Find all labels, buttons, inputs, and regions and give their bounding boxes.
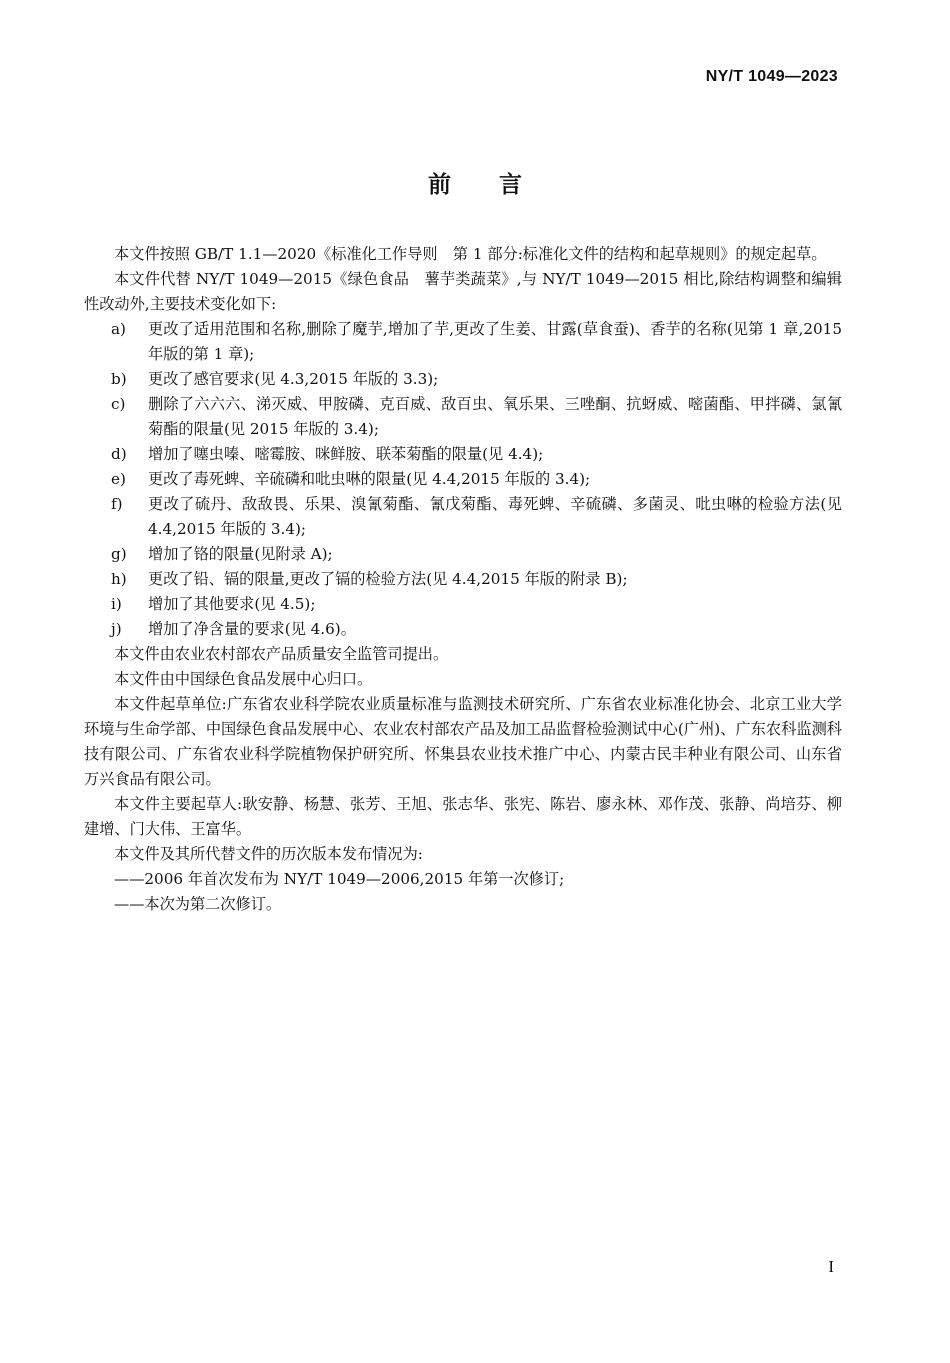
change-marker: j) [111, 620, 122, 638]
change-marker: c) [111, 395, 126, 413]
change-marker: i) [111, 595, 122, 613]
change-item [84, 317, 842, 367]
change-item [84, 617, 842, 642]
page-number: I [828, 1257, 834, 1276]
change-item [84, 467, 842, 492]
paragraph-centralized-by: 本文件由中国绿色食品发展中心归口。 [114, 670, 373, 688]
standard-number: NY/T 1049—2023 [705, 68, 838, 85]
change-marker: b) [111, 370, 127, 388]
change-text: 删除了六六六、涕灭威、甲胺磷、克百威、敌百虫、氧乐果、三唑酮、抗蚜威、嘧菌酯、甲拌磷、氯氰菊酯的限量(见 2015 年版的 3.4); [148, 395, 842, 438]
change-item [84, 542, 842, 567]
change-text: 增加了净含量的要求(见 4.6)。 [148, 620, 356, 638]
change-marker: d) [111, 445, 127, 463]
paragraph-history-intro: 本文件及其所代替文件的历次版本发布情况为: [114, 845, 423, 863]
paragraph-drafters: 本文件主要起草人:耿安静、杨慧、张芳、王旭、张志华、张宪、陈岩、廖永林、邓作茂、张静、尚培芬、柳建增、门大伟、王富华。 [84, 795, 842, 838]
change-text: 更改了毒死蜱、辛硫磷和吡虫啉的限量(见 4.4,2015 年版的 3.4); [148, 470, 591, 488]
change-item [84, 392, 842, 442]
page-title: 前言 [428, 172, 570, 198]
change-item [84, 442, 842, 467]
change-text: 增加了其他要求(见 4.5); [148, 595, 316, 613]
paragraph-proposed-by: 本文件由农业农村部农产品质量安全监管司提出。 [114, 645, 449, 663]
change-item [84, 367, 842, 392]
history-item: ——本次为第二次修订。 [114, 895, 282, 913]
change-marker: h) [111, 570, 127, 588]
change-text: 更改了适用范围和名称,删除了魔芋,增加了芋,更改了生姜、甘露(草食蚕)、香芋的名称(见第 1 章,2015 年版的第 1 章); [148, 320, 842, 363]
change-text: 增加了噻虫嗪、嘧霉胺、咪鲜胺、联苯菊酯的限量(见 4.4); [148, 445, 544, 463]
change-marker: g) [111, 545, 127, 563]
history-item: ——2006 年首次发布为 NY/T 1049—2006,2015 年第一次修订; [114, 870, 565, 888]
change-marker: f) [111, 495, 123, 513]
change-text: 更改了硫丹、敌敌畏、乐果、溴氰菊酯、氰戊菊酯、毒死蜱、辛硫磷、多菌灵、吡虫啉的检验方法(见 4.4,2015 年版的 3.4); [148, 495, 842, 538]
change-item [84, 492, 842, 542]
change-item [84, 592, 842, 617]
change-marker: a) [111, 320, 126, 338]
change-text: 更改了铅、镉的限量,更改了镉的检验方法(见 4.4,2015 年版的附录 B); [148, 570, 628, 588]
change-text: 增加了铬的限量(见附录 A); [148, 545, 333, 563]
paragraph-replacement: 本文件代替 NY/T 1049—2015《绿色食品 薯芋类蔬菜》,与 NY/T 1049—2015 相比,除结构调整和编辑性改动外,主要技术变化如下: [84, 270, 842, 313]
paragraph-drafting-units: 本文件起草单位:广东省农业科学院农业质量标准与监测技术研究所、广东省农业标准化协会、北京工业大学环境与生命学部、中国绿色食品发展中心、农业农村部农产品及加工品监督检验测试中心(广州)、广东农科监测科技有限公司、广东省农业科学院植物保护研究所、怀集县农业技术推广中心、内蒙古民丰种业有限公司、山东省万兴食品有限公司。 [84, 695, 842, 788]
paragraph-drafting-rules: 本文件按照 GB/T 1.1—2020《标准化工作导则 第 1 部分:标准化文件的结构和起草规则》的规定起草。 [114, 245, 827, 263]
foreword-body [84, 242, 842, 917]
change-marker: e) [111, 470, 126, 488]
change-text: 更改了感官要求(见 4.3,2015 年版的 3.3); [148, 370, 439, 388]
change-item [84, 567, 842, 592]
